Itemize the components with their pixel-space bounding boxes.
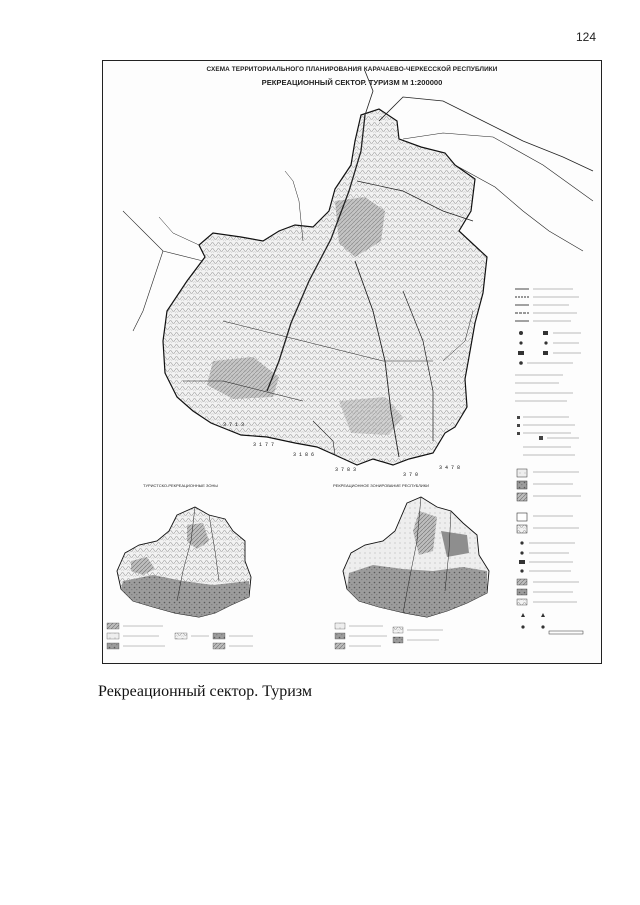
scale-label-2: 3 1 7 7 (253, 442, 275, 448)
inset-map-left (107, 483, 253, 649)
main-map-region (163, 109, 487, 465)
svg-text:ТУРИСТСКО-РЕКРЕАЦИОННЫЕ ЗОНЫ: ТУРИСТСКО-РЕКРЕАЦИОННЫЕ ЗОНЫ (143, 483, 218, 488)
map-figure (102, 60, 602, 664)
scale-label-1: 3 7 1 3 (223, 422, 245, 428)
page-number: 124 (575, 30, 596, 44)
lower-legend (517, 469, 583, 634)
main-legend (515, 289, 581, 455)
scale-label-4: 3 7 8 3 (335, 467, 357, 473)
inset-map-right (333, 483, 489, 649)
map-graphic (103, 61, 601, 663)
map-title-line-1: СХЕМА ТЕРРИТОРИАЛЬНОГО ПЛАНИРОВАНИЯ КАРАЧАЕВО-ЧЕРКЕССКОЙ РЕСПУБЛИКИ (206, 66, 498, 73)
svg-text:РЕКРЕАЦИОННОЕ ЗОНИРОВАНИЕ РЕСП: РЕКРЕАЦИОННОЕ ЗОНИРОВАНИЕ РЕСПУБЛИКИ (333, 483, 429, 488)
scale-label-3: 3 1 8 6 (293, 452, 315, 458)
scale-label-6: 3 4 7 8 (439, 465, 461, 471)
figure-caption: Рекреационный сектор. Туризм (98, 683, 313, 700)
scale-label-5: 3 7 0 (403, 472, 419, 478)
map-title-line-2: РЕКРЕАЦИОННЫЙ СЕКТОР. ТУРИЗМ М 1:200000 (261, 78, 443, 87)
